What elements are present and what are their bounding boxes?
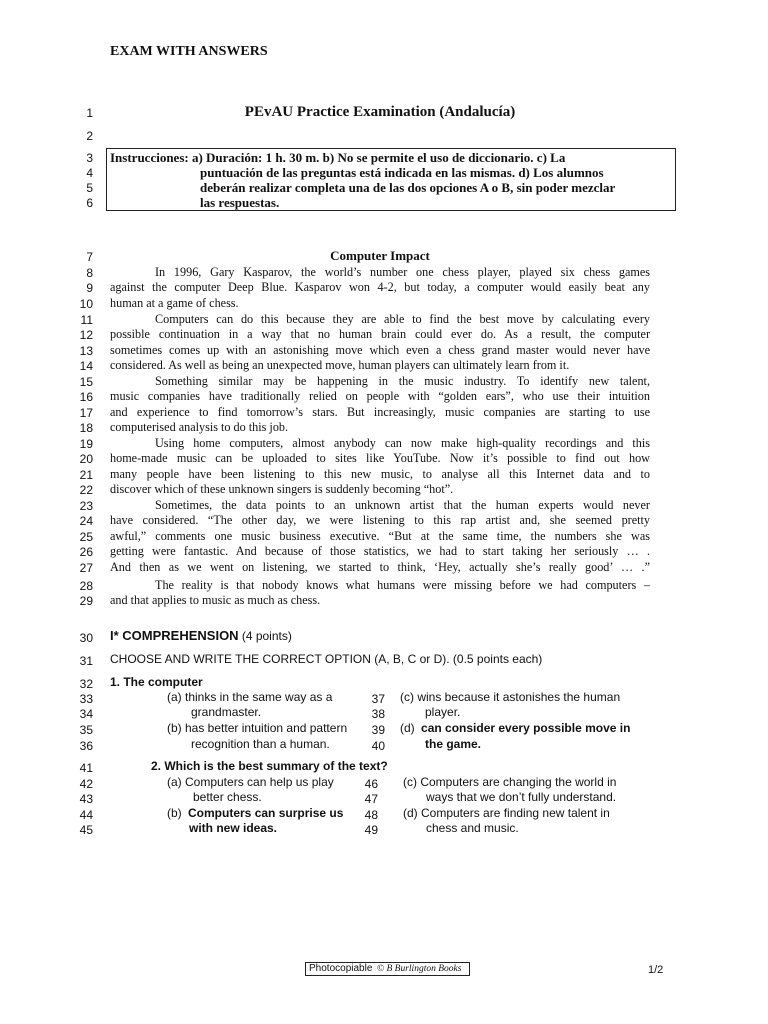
publisher-mark: © B Burlington Books: [376, 964, 462, 974]
line-number: 32: [79, 677, 93, 691]
comprehension-points: (4 points): [241, 629, 292, 643]
reading-line: many people have been listening to this new music, to analyse all this Internet data and to: [110, 467, 650, 481]
photocopiable-footer: [305, 962, 470, 976]
line-number: 18: [79, 421, 93, 435]
q1-option-d-cont: the game.: [425, 737, 482, 751]
q1-option-b: (b) has better intuition and pattern: [167, 721, 348, 735]
q1-option-c: (c) wins because it astonishes the human: [400, 690, 621, 704]
q1-option-a: (a) thinks in the same way as a: [167, 690, 333, 704]
line-number: 25: [79, 530, 93, 544]
line-number: 27: [79, 561, 93, 575]
line-number: 14: [79, 359, 93, 373]
line-number: 16: [79, 390, 93, 404]
reading-line: discover which of these unknown singers is suddenly becoming “hot”.: [110, 482, 454, 496]
line-number: 24: [79, 514, 93, 528]
line-number: 7: [86, 250, 93, 264]
line-number: 3: [86, 151, 93, 165]
q2-option-c: (c) Computers are changing the world in: [403, 775, 617, 789]
reading-line: have considered. “The other day, we were listening to this rap artist and, she seemed pretty: [110, 513, 650, 527]
line-number: 9: [86, 281, 93, 295]
line-number: 11: [80, 313, 93, 327]
reading-line: and experience to find tomorrow’s stars. But increasingly, music companies are starting to use: [110, 405, 650, 419]
instructions-line-3: deberán realizar completa una de las dos opciones A o B, sin poder mezclar: [200, 180, 616, 195]
line-number: 33: [79, 692, 93, 706]
instructions-line-1: Instrucciones: a) Duración: 1 h. 30 m. b) No se permite el uso de diccionario. c) La: [110, 150, 566, 165]
line-number: 29: [79, 594, 93, 608]
line-number: 35: [79, 723, 93, 737]
line-number: 12: [79, 328, 93, 342]
line-number: 21: [79, 468, 93, 482]
question-1-stem: 1. The computer: [110, 675, 203, 689]
reading-line: and that applies to music as much as chess.: [110, 593, 321, 607]
line-number: 23: [79, 499, 93, 513]
q2-option-a: (a) Computers can help us play: [167, 775, 334, 789]
reading-line: against the computer Deep Blue. Kasparov won 4-2, but today, a computer would easily beat any: [110, 280, 650, 294]
reading-line: Something similar may be happening in the music industry. To identify new talent,: [155, 374, 650, 388]
q1-option-d-letter: (d): [400, 721, 415, 735]
q1-option-c-cont: player.: [425, 705, 461, 719]
line-number: 48: [364, 808, 378, 822]
line-number: 41: [79, 761, 93, 775]
line-number: 1: [86, 106, 93, 120]
reading-line: music companies have traditionally relied on people with “golden ears”, who use their intuition: [110, 389, 650, 403]
line-number: 31: [79, 654, 93, 668]
reading-line: The reality is that nobody knows what humans were missing before we had computers –: [155, 578, 650, 592]
page-number: 1/2: [648, 964, 664, 976]
reading-line: Computers can do this because they are able to find the best move by calculating every: [155, 312, 650, 326]
line-number: 34: [79, 707, 93, 721]
q2-option-d: (d) Computers are finding new talent in: [403, 806, 610, 820]
q2-option-a-cont: better chess.: [193, 790, 262, 804]
comprehension-heading-text: I* COMPREHENSION: [110, 628, 239, 643]
line-number: 15: [79, 375, 93, 389]
line-number: 40: [371, 739, 385, 753]
line-number: 49: [364, 823, 378, 837]
comprehension-instruction: CHOOSE AND WRITE THE CORRECT OPTION (A, B, C or D). (0.5 points each): [110, 652, 543, 666]
line-number: 13: [79, 344, 93, 358]
line-number: 8: [86, 266, 93, 280]
q1-option-b-cont: recognition than a human.: [191, 737, 330, 751]
line-number: 20: [79, 452, 93, 466]
line-number: 46: [364, 777, 378, 791]
line-number: 37: [371, 692, 385, 706]
line-number: 17: [79, 406, 93, 420]
reading-line: considered. As well as being an unexpected move, human players can ultimately learn from it.: [110, 358, 570, 372]
q2-option-b-cont: with new ideas.: [189, 821, 278, 835]
comprehension-heading: [110, 628, 292, 644]
instructions-line-2: puntuación de las preguntas está indicada en las mismas. d) Los alumnos: [200, 165, 604, 180]
q2-option-c-cont: ways that we don’t fully understand.: [426, 790, 617, 804]
q2-option-b-letter: (b): [167, 806, 182, 820]
exam-header: EXAM WITH ANSWERS: [110, 44, 268, 59]
photocopiable-label: Photocopiable: [309, 963, 373, 974]
line-number: 6: [86, 196, 93, 210]
line-number: 39: [371, 723, 385, 737]
line-number: 10: [79, 297, 93, 311]
reading-title: Computer Impact: [330, 248, 430, 263]
reading-line: possible continuation in a way that no human brain could ever do. As a result, the computer: [110, 327, 650, 341]
line-number: 2: [86, 129, 93, 143]
q1-option-d: [400, 721, 630, 735]
line-number: 5: [86, 181, 93, 195]
reading-line: home-made music can be uploaded to sites like YouTube. Now it’s possible to find out how: [110, 451, 650, 465]
line-number: 30: [79, 631, 93, 645]
line-number: 22: [79, 483, 93, 497]
question-2-stem: 2. Which is the best summary of the text?: [151, 759, 388, 773]
line-number: 43: [79, 792, 93, 806]
line-number: 26: [79, 545, 93, 559]
line-number: 42: [79, 777, 93, 791]
reading-line: In 1996, Gary Kasparov, the world’s number one chess player, played six chess games: [155, 265, 650, 279]
instructions-line-4: las respuestas.: [200, 195, 280, 210]
line-number: 45: [79, 823, 93, 837]
exam-title: PEvAU Practice Examination (Andalucía): [244, 104, 516, 120]
line-number: 38: [371, 707, 385, 721]
line-number: 47: [364, 792, 378, 806]
q1-option-a-cont: grandmaster.: [191, 705, 262, 719]
line-number: 19: [79, 437, 93, 451]
reading-line: And then as we went on listening, we started to think, ‘Hey, actually she’s really good’ … .”: [110, 560, 650, 574]
reading-line: getting were fantastic. And because of those statistics, we had to start taking her seriously … .: [110, 544, 650, 558]
line-number: 36: [79, 739, 93, 753]
reading-line: awful,” comments one music business executive. “But at the same time, the numbers she was: [110, 529, 650, 543]
reading-line: Sometimes, the data points to an unknown artist that the human experts would never: [155, 498, 650, 512]
q1-option-d-answer: can consider every possible move in: [421, 721, 631, 735]
reading-line: sometimes comes up with an astonishing move which even a chess grand master would never have: [110, 343, 650, 357]
q2-option-b: [167, 806, 343, 820]
reading-line: human at a game of chess.: [110, 296, 239, 310]
line-number: 4: [86, 166, 93, 180]
reading-line: Using home computers, almost anybody can now make high-quality recordings and this: [155, 436, 650, 450]
reading-line: computerised analysis to do this job.: [110, 420, 289, 434]
q2-option-b-answer: Computers can surprise us: [188, 806, 344, 820]
line-number: 28: [79, 579, 93, 593]
q2-option-d-cont: chess and music.: [426, 821, 519, 835]
line-number: 44: [79, 808, 93, 822]
